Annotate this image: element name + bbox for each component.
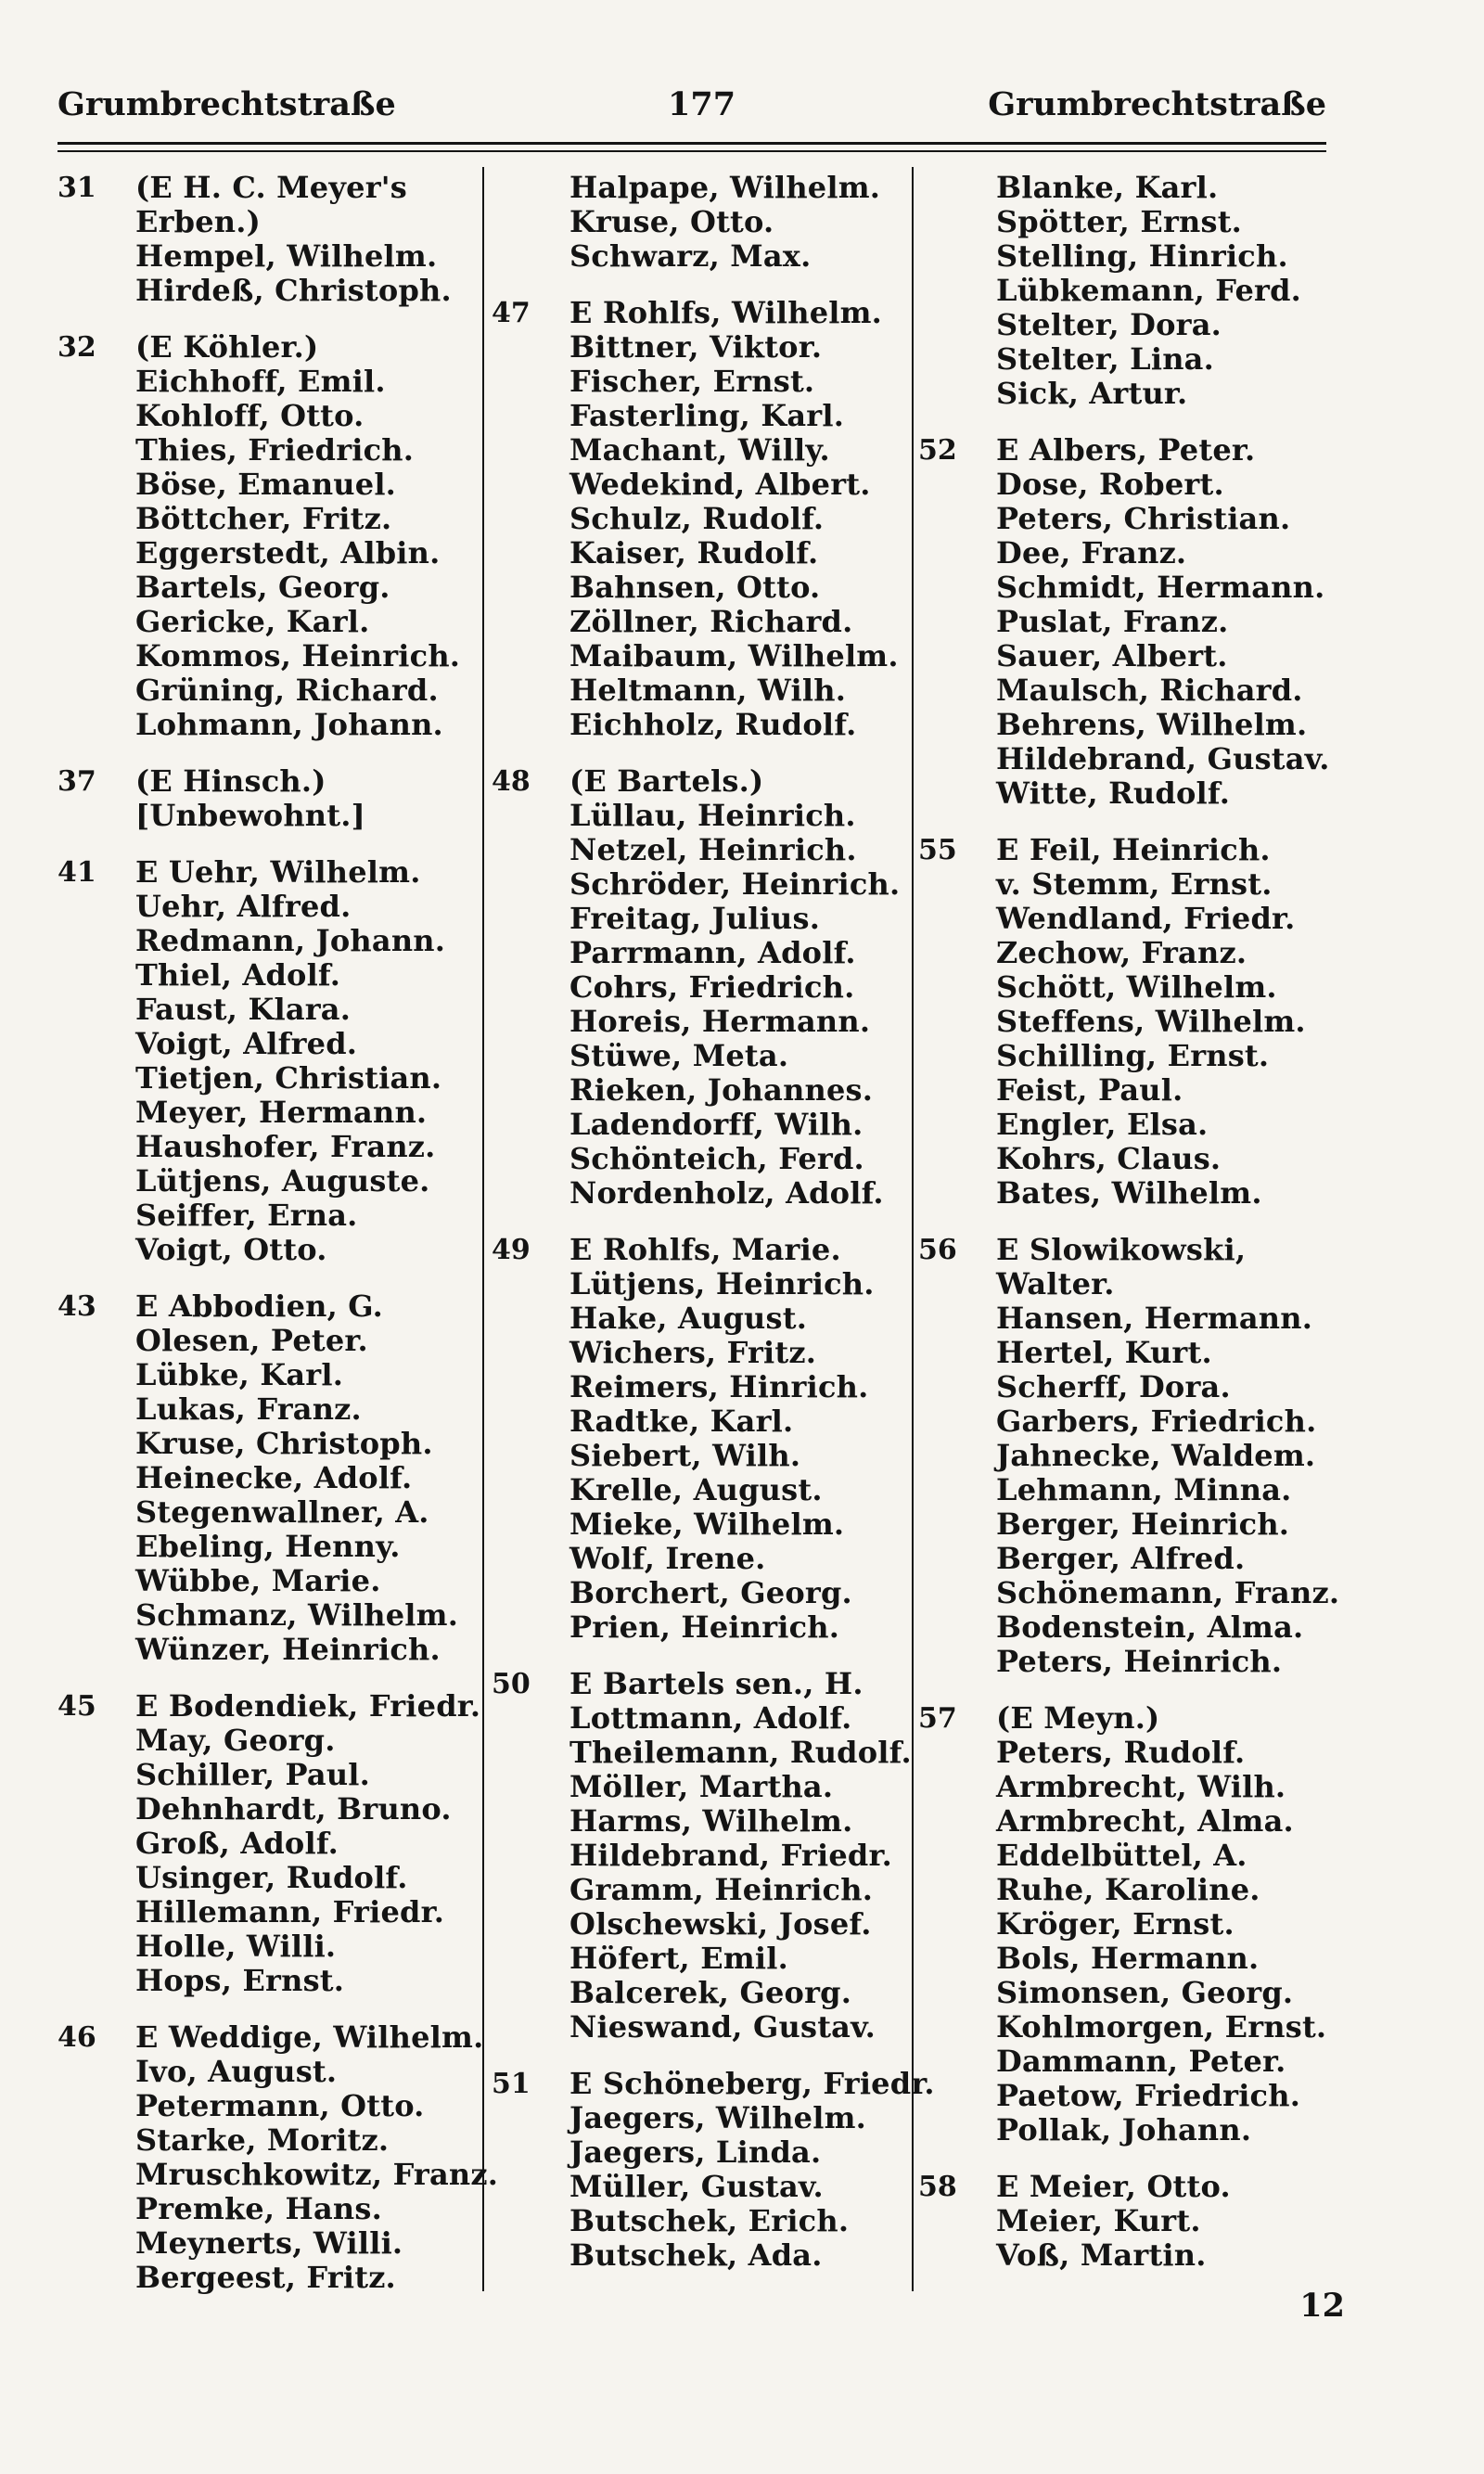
house-number: 47	[492, 297, 531, 329]
house-entry	[58, 2019, 499, 2295]
resident-line: Lütjens, Heinrich.	[569, 1266, 875, 1301]
page-header	[58, 85, 1326, 134]
resident-line: Eddelbüttel, A.	[996, 1838, 1247, 1873]
resident-line: Böttcher, Fritz.	[135, 501, 392, 536]
resident-line: Bahnsen, Otto.	[569, 570, 821, 605]
resident-line: Lütjens, Auguste.	[135, 1163, 430, 1199]
house-number: 58	[918, 2171, 957, 2203]
resident-line: Scherff, Dora.	[996, 1369, 1231, 1404]
resident-line: Ebeling, Henny.	[135, 1529, 401, 1564]
resident-line: E Uehr, Wilhelm.	[135, 854, 421, 890]
entry-gap	[492, 2045, 909, 2067]
resident-line: Lübke, Karl.	[135, 1357, 344, 1392]
resident-line: Bartels, Georg.	[135, 570, 390, 605]
resident-line: Krelle, August.	[569, 1472, 823, 1507]
resident-line: Stegenwallner, A.	[135, 1494, 429, 1530]
entry-gap	[918, 1211, 1326, 1233]
house-entry	[492, 296, 909, 742]
resident-list	[135, 330, 480, 742]
resident-line: May, Georg.	[135, 1723, 336, 1758]
resident-line: v. Stemm, Ernst.	[996, 866, 1273, 902]
resident-line: Kröger, Ernst.	[996, 1906, 1235, 1942]
resident-line: Hops, Ernst.	[135, 1963, 345, 1998]
house-entry	[918, 171, 1326, 411]
resident-line: Wolf, Irene.	[569, 1541, 766, 1576]
resident-line: E Abbodien, G.	[135, 1288, 384, 1324]
resident-line: Lohmann, Johann.	[135, 707, 443, 742]
resident-line: Siebert, Wilh.	[569, 1438, 801, 1473]
resident-line: (E Meyn.)	[996, 1700, 1160, 1736]
resident-line: Mruschkowitz, Franz.	[135, 2157, 499, 2192]
resident-line: Fischer, Ernst.	[569, 364, 815, 399]
resident-line: Balcerek, Georg.	[569, 1975, 852, 2010]
sheet-number: 12	[1299, 2287, 1345, 2325]
resident-line: Hirdeß, Christoph.	[135, 273, 452, 308]
resident-line: Bergeest, Fritz.	[135, 2260, 396, 2295]
resident-line: Schmidt, Hermann.	[996, 570, 1325, 605]
resident-line: Hansen, Hermann.	[996, 1301, 1313, 1336]
resident-line: Blanke, Karl.	[996, 170, 1219, 205]
resident-line: Premke, Hans.	[135, 2191, 382, 2226]
resident-line: Kohlmorgen, Ernst.	[996, 2009, 1327, 2045]
resident-line: (E Köhler.)	[135, 329, 319, 365]
resident-line: Olesen, Peter.	[135, 1323, 368, 1358]
resident-line: Mieke, Wilhelm.	[569, 1506, 845, 1542]
resident-line: E Meier, Otto.	[996, 2169, 1231, 2204]
resident-line: Hempel, Wilhelm.	[135, 238, 438, 274]
header-street-right: Grumbrechtstraße	[988, 85, 1326, 123]
resident-line: Wedekind, Albert.	[569, 467, 871, 502]
resident-line: E Bartels sen., H.	[569, 1666, 864, 1701]
entry-gap	[492, 1645, 909, 1667]
resident-list	[569, 764, 909, 1211]
resident-line: Petermann, Otto.	[135, 2088, 425, 2123]
resident-line: Kohloff, Otto.	[135, 398, 365, 433]
entry-gap	[58, 1667, 480, 1689]
entry-gap	[58, 742, 480, 764]
resident-line: E Rohlfs, Marie.	[569, 1232, 841, 1267]
resident-line: Lüllau, Heinrich.	[569, 798, 856, 833]
resident-line: Prien, Heinrich.	[569, 1609, 840, 1645]
resident-line: Ruhe, Karoline.	[996, 1872, 1260, 1907]
resident-line: Hildebrand, Gustav.	[996, 741, 1330, 776]
resident-line: Nordenholz, Adolf.	[569, 1175, 884, 1211]
house-number: 43	[58, 1290, 96, 1323]
resident-line: (E Hinsch.)	[135, 763, 326, 799]
resident-line: Kohrs, Claus.	[996, 1141, 1222, 1176]
entry-gap	[918, 811, 1326, 833]
resident-line: Müller, Gustav.	[569, 2169, 824, 2204]
resident-line: Bodenstein, Alma.	[996, 1609, 1304, 1645]
resident-list	[569, 171, 909, 274]
resident-line: Nieswand, Gustav.	[569, 2009, 876, 2045]
resident-line: Eggerstedt, Albin.	[135, 535, 441, 570]
resident-list	[569, 296, 909, 742]
resident-list	[569, 1666, 912, 2045]
entry-gap	[58, 1267, 480, 1289]
resident-line: Simonsen, Georg.	[996, 1975, 1294, 2010]
resident-list	[996, 2170, 1326, 2273]
resident-line: Peters, Heinrich.	[996, 1644, 1283, 1679]
resident-line: Engler, Elsa.	[996, 1107, 1209, 1142]
resident-line: Uehr, Alfred.	[135, 889, 352, 924]
resident-line: Lukas, Franz.	[135, 1391, 362, 1427]
resident-line: Schmanz, Wilhelm.	[135, 1597, 459, 1633]
resident-line: Voigt, Otto.	[135, 1232, 327, 1267]
resident-line: Maibaum, Wilhelm.	[569, 638, 899, 673]
resident-line: Erben.)	[135, 204, 261, 239]
resident-line: Parrmann, Adolf.	[569, 935, 856, 970]
house-entry	[918, 1232, 1340, 1679]
resident-line: Schwarz, Max.	[569, 238, 812, 274]
resident-line: Puslat, Franz.	[996, 604, 1229, 639]
resident-line: Bittner, Viktor.	[569, 329, 823, 365]
column-divider-1	[482, 167, 484, 2291]
house-entry	[492, 764, 909, 1211]
resident-line: Hildebrand, Friedr.	[569, 1838, 892, 1873]
house-number: 52	[918, 434, 957, 467]
resident-line: Butschek, Ada.	[569, 2237, 823, 2273]
resident-line: Peters, Christian.	[996, 501, 1291, 536]
resident-line: Borchert, Georg.	[569, 1575, 852, 1610]
resident-line: Schönteich, Ferd.	[569, 1141, 864, 1176]
resident-line: Stelter, Lina.	[996, 341, 1214, 377]
house-number: 55	[918, 834, 957, 866]
house-number: 46	[58, 2021, 96, 2054]
resident-list	[996, 1701, 1326, 2147]
resident-line: Wichers, Fritz.	[569, 1335, 817, 1370]
resident-line: (E Bartels.)	[569, 763, 764, 799]
resident-list	[135, 764, 480, 833]
resident-line: Voigt, Alfred.	[135, 1026, 358, 1061]
resident-line: Höfert, Emil.	[569, 1941, 788, 1976]
resident-line: Schilling, Ernst.	[996, 1038, 1270, 1073]
resident-line: Lübkemann, Ferd.	[996, 273, 1301, 308]
resident-line: Holle, Willi.	[135, 1929, 337, 1964]
house-entry	[58, 1689, 480, 1998]
house-entry	[492, 1233, 909, 1645]
resident-line: Wendland, Friedr.	[996, 901, 1296, 936]
resident-line: E Albers, Peter.	[996, 432, 1256, 468]
resident-line: Machant, Willy.	[569, 432, 830, 468]
resident-line: Feist, Paul.	[996, 1072, 1183, 1108]
resident-line: Walter.	[996, 1266, 1115, 1301]
resident-line: Wübbe, Marie.	[135, 1563, 381, 1598]
resident-line: Fasterling, Karl.	[569, 398, 845, 433]
resident-line: Jaegers, Wilhelm.	[569, 2100, 866, 2135]
resident-line: Ladendorff, Wilh.	[569, 1107, 864, 1142]
resident-line: Dammann, Peter.	[996, 2044, 1286, 2079]
house-entry	[492, 171, 909, 274]
resident-line: Heltmann, Wilh.	[569, 673, 847, 708]
resident-line: Zöllner, Richard.	[569, 604, 853, 639]
resident-line: Tietjen, Christian.	[135, 1060, 442, 1096]
resident-line: Gramm, Heinrich.	[569, 1872, 874, 1907]
entry-gap	[492, 1211, 909, 1233]
resident-line: Kommos, Heinrich.	[135, 638, 461, 673]
resident-list	[996, 171, 1326, 411]
resident-line: Stüwe, Meta.	[569, 1038, 789, 1073]
resident-line: Peters, Rudolf.	[996, 1735, 1246, 1770]
resident-list	[569, 1233, 909, 1645]
page-number: 177	[668, 85, 736, 123]
header-rule-thick	[58, 142, 1326, 145]
resident-line: Kaiser, Rudolf.	[569, 535, 819, 570]
entry-gap	[918, 411, 1326, 433]
house-number: 32	[58, 331, 96, 364]
resident-line: Sauer, Albert.	[996, 638, 1228, 673]
house-number: 56	[918, 1234, 957, 1266]
resident-line: Schött, Wilhelm.	[996, 969, 1277, 1005]
resident-line: Schulz, Rudolf.	[569, 501, 825, 536]
resident-line: Witte, Rudolf.	[996, 776, 1231, 811]
house-number: 31	[58, 172, 96, 204]
house-entry	[58, 330, 480, 742]
resident-line: Meyer, Hermann.	[135, 1095, 428, 1130]
resident-line: Jaegers, Linda.	[569, 2134, 822, 2170]
resident-list	[135, 855, 480, 1267]
resident-line: Berger, Heinrich.	[996, 1506, 1290, 1542]
entry-gap	[918, 1679, 1326, 1701]
house-entry	[58, 171, 480, 308]
resident-line: Kruse, Christoph.	[135, 1426, 433, 1461]
resident-line: Steffens, Wilhelm.	[996, 1004, 1306, 1039]
resident-line: Sick, Artur.	[996, 376, 1188, 411]
resident-list	[996, 1232, 1340, 1679]
resident-line: Thies, Friedrich.	[135, 432, 415, 468]
resident-line: Gericke, Karl.	[135, 604, 370, 639]
resident-line: E Weddige, Wilhelm.	[135, 2019, 484, 2055]
resident-line: Butschek, Erich.	[569, 2203, 850, 2238]
resident-line: Groß, Adolf.	[135, 1826, 339, 1861]
resident-line: E Bodendiek, Friedr.	[135, 1688, 481, 1724]
entry-gap	[58, 1998, 480, 2020]
header-street-left: Grumbrechtstraße	[58, 85, 396, 123]
resident-line: Usinger, Rudolf.	[135, 1860, 408, 1895]
resident-line: Freitag, Julius.	[569, 901, 821, 936]
resident-line: Thiel, Adolf.	[135, 957, 341, 993]
directory-column-2	[492, 170, 935, 2273]
resident-list	[135, 1689, 480, 1998]
resident-line: Rieken, Johannes.	[569, 1072, 874, 1108]
house-entry	[492, 2066, 935, 2273]
resident-line: Zechow, Franz.	[996, 935, 1247, 970]
resident-line: Heinecke, Adolf.	[135, 1460, 413, 1495]
resident-line: Schröder, Heinrich.	[569, 866, 901, 902]
house-number: 51	[492, 2068, 531, 2100]
resident-line: Faust, Klara.	[135, 992, 352, 1027]
resident-line: Seiffer, Erna.	[135, 1198, 358, 1233]
resident-line: Maulsch, Richard.	[996, 673, 1303, 708]
house-number: 41	[58, 856, 96, 889]
resident-line: Armbrecht, Alma.	[996, 1803, 1294, 1839]
resident-line: Reimers, Hinrich.	[569, 1369, 869, 1404]
resident-line: Voß, Martin.	[996, 2237, 1207, 2273]
house-entry	[58, 1289, 480, 1667]
resident-line: Haushofer, Franz.	[135, 1129, 436, 1164]
resident-line: Harms, Wilhelm.	[569, 1803, 853, 1839]
resident-line: Böse, Emanuel.	[135, 467, 397, 502]
resident-line: Stelling, Hinrich.	[996, 238, 1288, 274]
house-entry	[918, 833, 1326, 1211]
resident-line: Stelter, Dora.	[996, 307, 1222, 342]
resident-list	[996, 833, 1326, 1211]
resident-line: Cohrs, Friedrich.	[569, 969, 855, 1005]
resident-line: Grüning, Richard.	[135, 673, 439, 708]
house-entry	[918, 432, 1330, 811]
directory-column-3	[918, 170, 1340, 2273]
resident-line: Dose, Robert.	[996, 467, 1224, 502]
resident-line: Netzel, Heinrich.	[569, 832, 857, 867]
resident-list	[569, 2066, 935, 2273]
house-entry	[918, 1701, 1326, 2147]
resident-line: (E H. C. Meyer's	[135, 170, 407, 205]
house-number: 50	[492, 1668, 531, 1700]
resident-line: Redmann, Johann.	[135, 923, 446, 958]
resident-line: Spötter, Ernst.	[996, 204, 1243, 239]
resident-list	[135, 171, 480, 308]
house-number: 37	[58, 765, 96, 798]
house-entry	[58, 764, 480, 833]
entry-gap	[918, 2147, 1326, 2170]
resident-line: E Rohlfs, Wilhelm.	[569, 295, 883, 330]
resident-line: Schiller, Paul.	[135, 1757, 370, 1792]
entry-gap	[58, 308, 480, 330]
resident-line: Paetow, Friedrich.	[996, 2078, 1301, 2113]
resident-line: Dehnhardt, Bruno.	[135, 1791, 452, 1827]
entry-gap	[492, 742, 909, 764]
resident-line: Lottmann, Adolf.	[569, 1700, 852, 1736]
resident-list	[135, 1289, 480, 1667]
resident-line: Wünzer, Heinrich.	[135, 1632, 441, 1667]
resident-line: Hertel, Kurt.	[996, 1335, 1212, 1370]
resident-line: Eichholz, Rudolf.	[569, 707, 857, 742]
resident-line: Hillemann, Friedr.	[135, 1894, 445, 1929]
resident-list	[135, 2019, 499, 2295]
resident-line: Hake, August.	[569, 1301, 808, 1336]
resident-line: Theilemann, Rudolf.	[569, 1735, 912, 1770]
resident-line: Bates, Wilhelm.	[996, 1175, 1262, 1211]
header-rule-thin	[58, 150, 1326, 152]
resident-line: Olschewski, Josef.	[569, 1906, 872, 1942]
house-number: 49	[492, 1234, 531, 1266]
resident-line: E Feil, Heinrich.	[996, 832, 1271, 867]
house-number: 45	[58, 1690, 96, 1723]
resident-line: Kruse, Otto.	[569, 204, 774, 239]
resident-line: [Unbewohnt.]	[135, 798, 365, 833]
entry-gap	[58, 833, 480, 855]
resident-line: Halpape, Wilhelm.	[569, 170, 881, 205]
resident-line: Ivo, August.	[135, 2054, 338, 2089]
resident-line: Horeis, Hermann.	[569, 1004, 871, 1039]
resident-line: Bols, Hermann.	[996, 1941, 1260, 1976]
resident-line: E Slowikowski,	[996, 1232, 1247, 1267]
resident-line: Armbrecht, Wilh.	[996, 1769, 1286, 1804]
resident-line: Radtke, Karl.	[569, 1404, 794, 1439]
house-number: 48	[492, 765, 531, 798]
resident-line: Jahnecke, Waldem.	[996, 1438, 1316, 1473]
resident-line: Meier, Kurt.	[996, 2203, 1201, 2238]
column-divider-2	[912, 167, 914, 2291]
resident-line: Schönemann, Franz.	[996, 1575, 1340, 1610]
resident-line: Berger, Alfred.	[996, 1541, 1246, 1576]
resident-line: Starke, Moritz.	[135, 2122, 390, 2158]
resident-line: E Schöneberg, Friedr.	[569, 2066, 935, 2101]
resident-line: Behrens, Wilhelm.	[996, 707, 1308, 742]
house-entry	[492, 1666, 912, 2045]
house-number: 57	[918, 1702, 957, 1735]
house-entry	[918, 2170, 1326, 2273]
resident-line: Lehmann, Minna.	[996, 1472, 1292, 1507]
resident-line: Eichhoff, Emil.	[135, 364, 386, 399]
resident-line: Möller, Martha.	[569, 1769, 834, 1804]
resident-line: Meynerts, Willi.	[135, 2225, 403, 2261]
directory-column-1	[58, 170, 499, 2295]
resident-line: Pollak, Johann.	[996, 2112, 1252, 2147]
resident-line: Dee, Franz.	[996, 535, 1187, 570]
resident-line: Garbers, Friedrich.	[996, 1404, 1317, 1439]
resident-list	[996, 432, 1330, 811]
house-entry	[58, 855, 480, 1267]
entry-gap	[492, 274, 909, 296]
